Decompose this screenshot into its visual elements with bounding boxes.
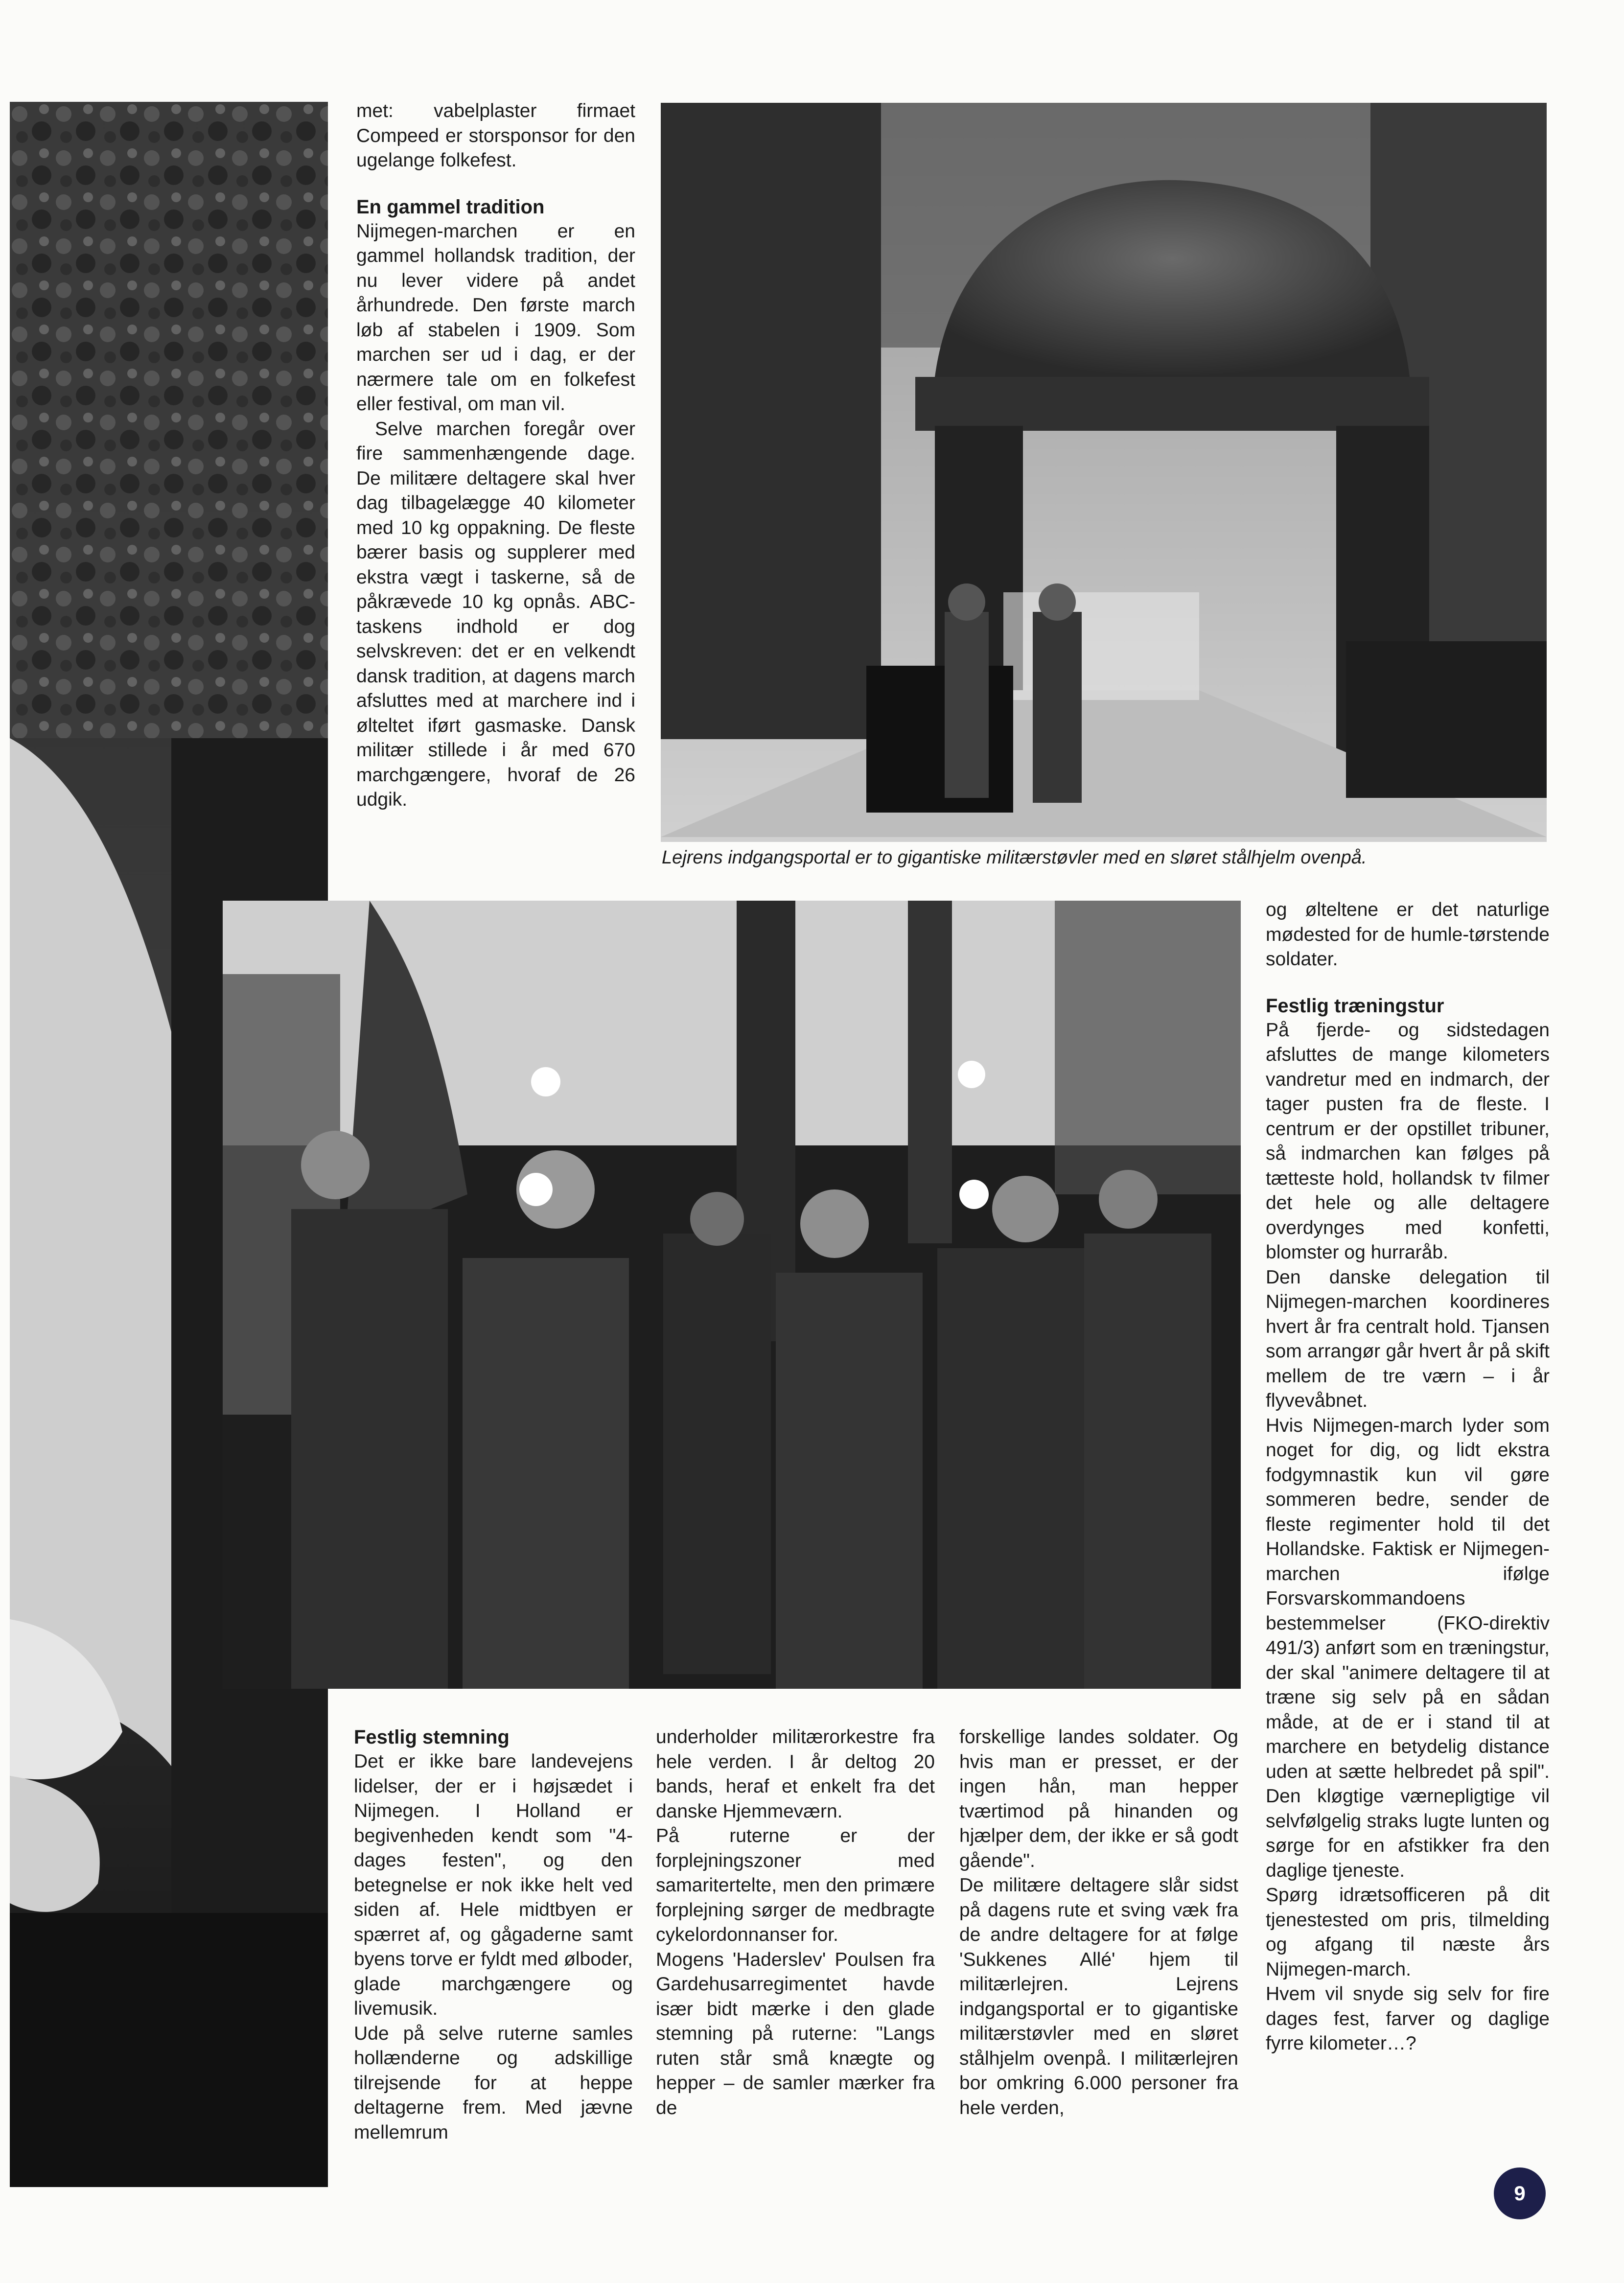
column-bottom-3 (959, 1725, 1238, 2120)
heading-festlig-traeningstur: Festlig træningstur (1266, 995, 1444, 1017)
paragraph: Den danske delegation til Nijmegen-marchen koordineres hvert år fra centralt hold. Tjansen som arrangør går hvert år på skift mellem de tre værn – i år flyvevåbnet. (1266, 1266, 1550, 1411)
paragraph: Nijmegen-marchen er en gammel hollandsk tradition, der nu lever videre på andet århundrede. Den første march løb af stabelen i 1909. Som marchen ser ud i dag, er der nærmere tale om en folkefest eller festival, om man vil. (356, 220, 635, 415)
paragraph: forskellige landes soldater. Og hvis man er presset, er der ingen hån, man hepper tværtimod på hinanden og hjælper dem, der ikke er så godt gående". (959, 1726, 1238, 1871)
middle-photo-marching-soldiers (223, 901, 1241, 1689)
paragraph: Hvem vil snyde sig selv for fire dages fest, farver og daglige fyrre kilometer…? (1266, 1983, 1550, 2054)
page-number-badge: 9 (1494, 2167, 1546, 2219)
column-right (1266, 898, 1550, 2056)
heading-festlig-stemning: Festlig stemning (354, 1726, 510, 1748)
top-photo-caption: Lejrens indgangsportal er to gigantiske militærstøvler med en sløret stålhjelm ovenpå. (662, 847, 1367, 868)
paragraph: På fjerde- og sidstedagen afsluttes de mange kilometers vandretur med en indmarch, der tager pusten fra de fleste. I centrum er der opstillet tribuner, så indmarchen kan følges på tætteste hold, hollandsk tv filmer det hele og alle deltagere overdynges med konfetti, blomster og hurraråb. (1266, 1019, 1550, 1263)
paragraph: De militære deltagere slår sidst på dagens rute et sving væk fra de andre deltagere for at følge 'Sukkenes Allé' hjem til militærlejren. Lejrens indgangsportal er to gigantiske militærstøvler med en sløret stålhjelm ovenpå. I militærlejren bor omkring 6.000 personer fra hele verden, (959, 1875, 1238, 2119)
paragraph: Selve marchen foregår over fire sammenhængende dage. De militære deltagere skal hver dag tilbagelægge 40 kilometer med 10 kg oppakning. De fleste bærer basis og supplerer med ekstra vægt i taskerne, så de påkrævede 10 kg opnås. ABC-taskens indhold er dog selvskreven: det er en velkendt dansk tradition, at dagens march afsluttes med at marchere ind i ølteltet iført gasmaske. Dansk militær stillede i år med 670 marchgængere, hvoraf de 26 udgik. (356, 418, 635, 810)
paragraph: Det er ikke bare landevejens lidelser, der er i højsædet i Nijmegen. I Holland er begivenheden kendt som "4-dages festen", og den betegnelse er nok ikke helt ved siden af. Hele midtbyen er spærret af, og gågaderne samt byens torve er fyldt med ølboder, glade marchgængere og livemusik. (354, 1751, 633, 2019)
column-bottom-1 (354, 1725, 633, 2145)
paragraph: og ølteltene er det naturlige mødested for de humle-tørstende soldater. (1266, 899, 1550, 970)
paragraph: Mogens 'Haderslev' Poulsen fra Gardehusarregimentet havde især bidt mærke i den glade stemning på ruterne: "Langs ruten står små knægte og hepper – de samler mærker fra de (656, 1949, 935, 2119)
paragraph: Spørg idrætsofficeren på dit tjenestested om pris, tilmelding og afgang til næste års Nijmegen-march. (1266, 1885, 1550, 1980)
paragraph: Ude på selve ruterne samles hollænderne og adskillige tilrejsende for at heppe deltagerne frem. Med jævne mellemrum (354, 2023, 633, 2143)
paragraph: Hvis Nijmegen-march lyder som noget for dig, og lidt ekstra fodgymnastik kun vil gøre sommeren bedre, sender de fleste regimenter hold til det Hollandske. Faktisk er Nijmegen-marchen ifølge Forsvarskommandoens bestemmelser (FKO-direktiv 491/3) anført som en træningstur, der skal "animere deltagere til at træne sig selv på en sådan måde, at de er i stand til at marchere en betydelig distance uden at sætte helbredet på spil". Den kløgtige værnepligtige vil selvfølgelig straks lugte lunten og sørge for en afstikker fra den daglige tjeneste. (1266, 1415, 1550, 1881)
lead-text: met: vabelplaster firmaet Compeed er storsponsor for den ugelange folkefest. (356, 100, 635, 171)
column-bottom-2 (656, 1725, 935, 2120)
top-photo-camp-gate (661, 103, 1547, 842)
heading-en-gammel-tradition: En gammel tradition (356, 196, 545, 218)
column-intro (356, 99, 635, 813)
paragraph: underholder militærorkestre fra hele verden. I år deltog 20 bands, heraf et enkelt fra det danske Hjemmeværn. (656, 1726, 935, 1822)
paragraph: På ruterne er der forplejningszoner med samaritertelte, men den primære forplejning sørger de medbragte cykelordonnanser for. (656, 1825, 935, 1945)
